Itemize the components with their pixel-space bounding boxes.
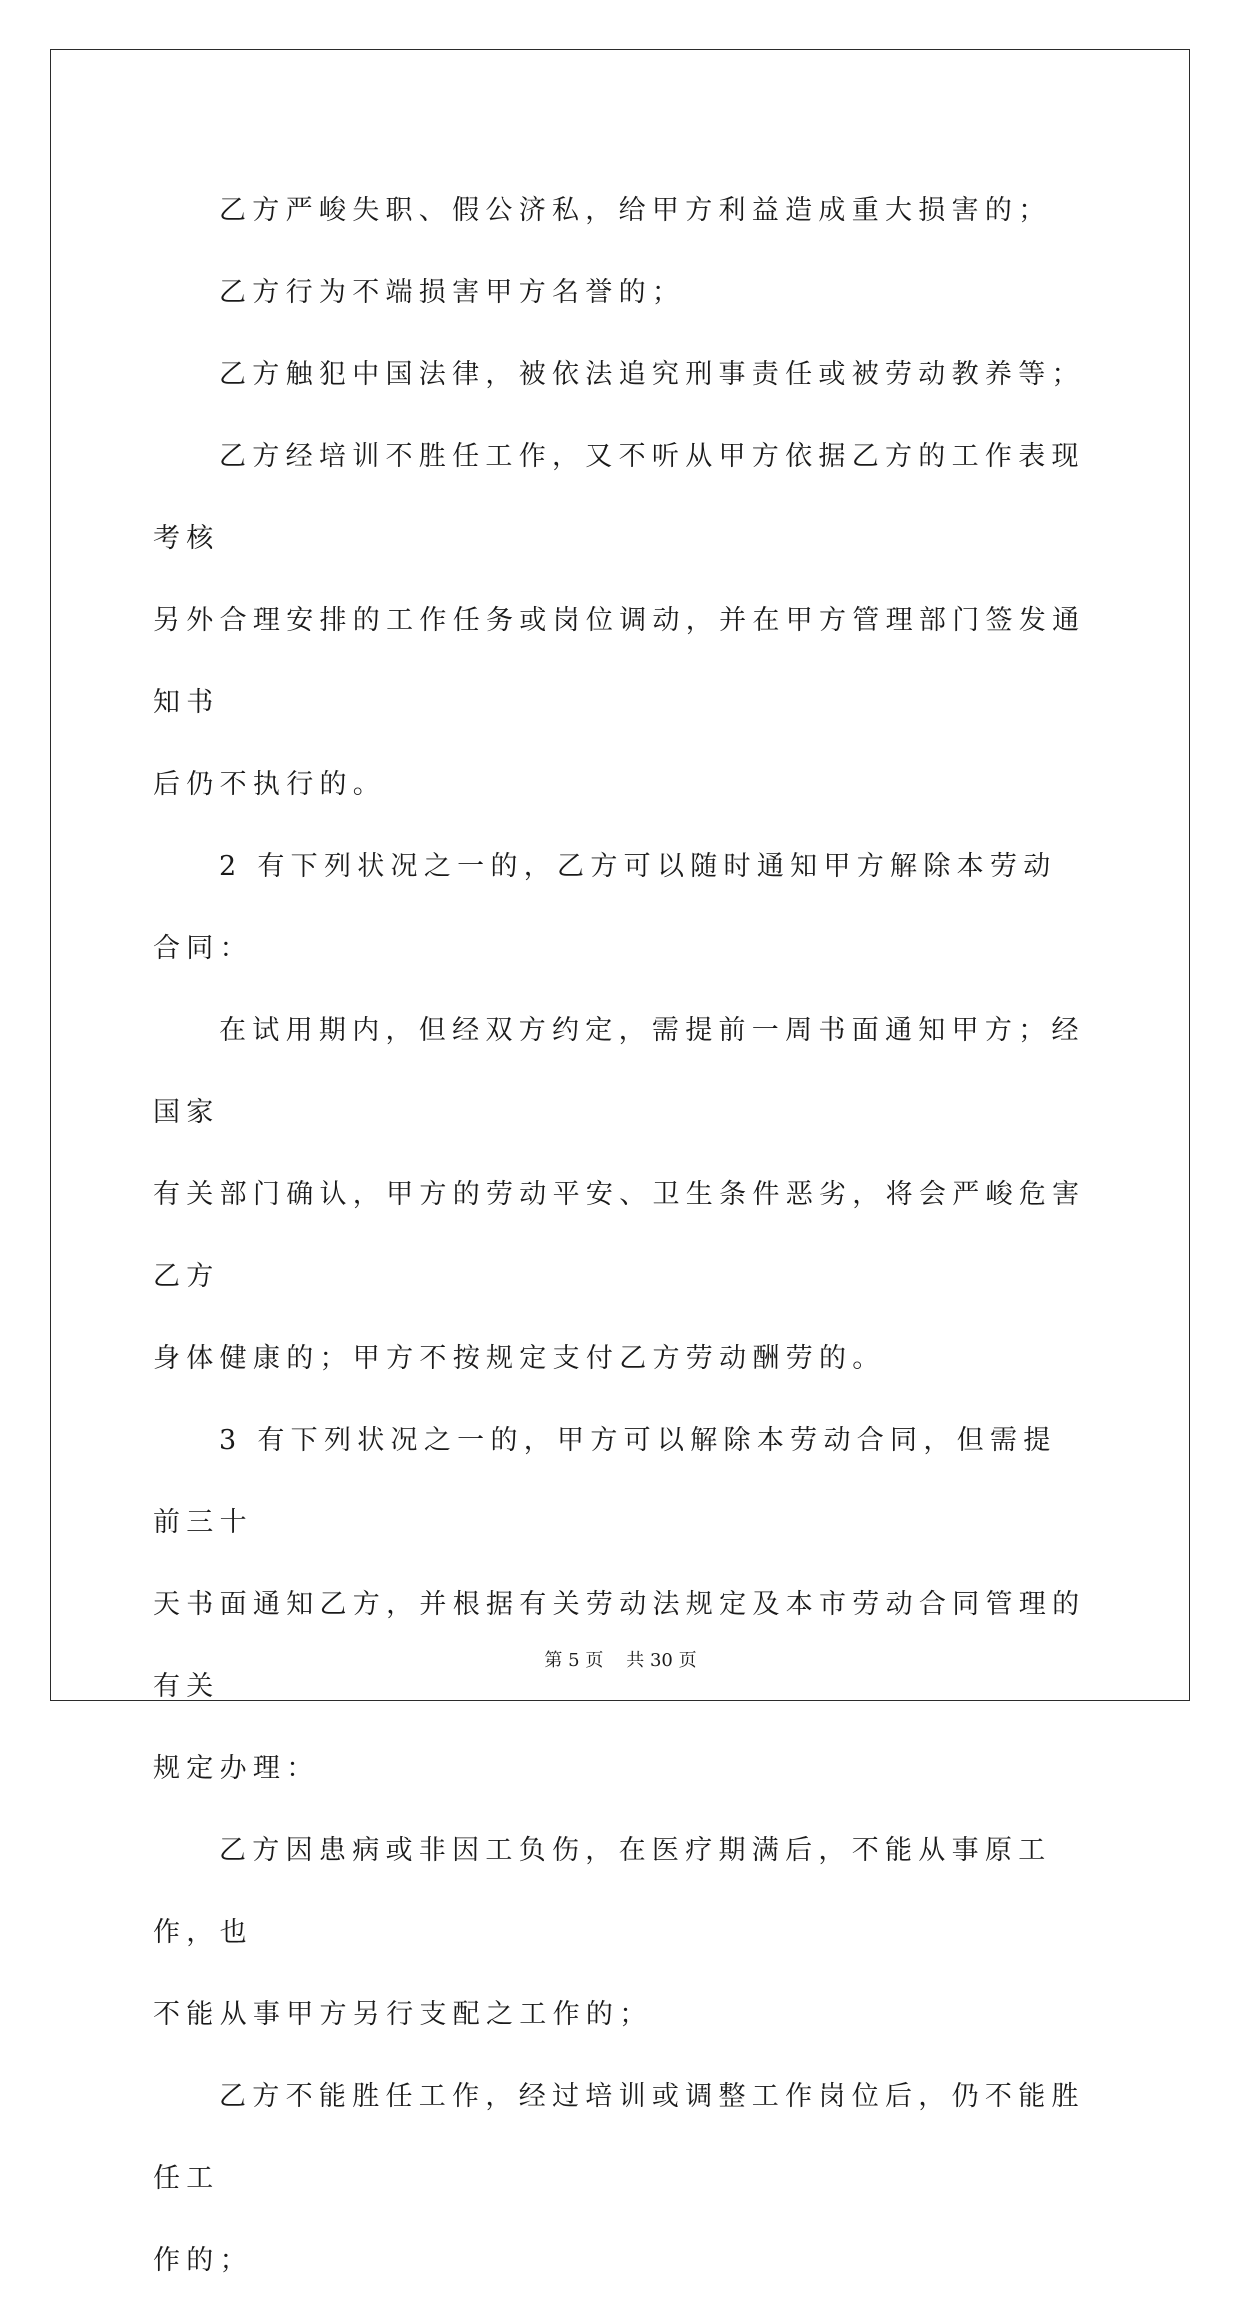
page-number: 第 5 页	[544, 1650, 604, 1671]
line-11: 3 有下列状况之一的，甲方可以解除本劳动合同，但需提前三十	[153, 1425, 1057, 1538]
page-footer	[0, 1650, 1241, 1672]
line-15: 不能从事甲方另行支配之工作的；	[153, 1999, 653, 2030]
line-5: 另外合理安排的工作任务或岗位调动，并在甲方管理部门签发通知书	[153, 605, 1086, 718]
line-7: 2 有下列状况之一的，乙方可以随时通知甲方解除本劳动合同：	[153, 851, 1057, 964]
line-2: 乙方行为不端损害甲方名誉的；	[219, 277, 686, 308]
line-3: 乙方触犯中国法律，被依法追究刑事责任或被劳动教养等；	[219, 359, 1085, 390]
document-body	[153, 170, 1088, 2302]
line-9: 有关部门确认，甲方的劳动平安、卫生条件恶劣，将会严峻危害乙方	[153, 1179, 1086, 1292]
line-10: 身体健康的；甲方不按规定支付乙方劳动酬劳的。	[153, 1343, 886, 1374]
line-13: 规定办理：	[153, 1753, 320, 1784]
line-4: 乙方经培训不胜任工作，又不听从甲方依据乙方的工作表现考核	[153, 441, 1085, 554]
line-6: 后仍不执行的。	[153, 769, 387, 800]
line-12: 天书面通知乙方，并根据有关劳动法规定及本市劳动合同管理的有关	[153, 1589, 1086, 1702]
line-17: 作的；	[153, 2245, 253, 2276]
page-total: 共 30 页	[626, 1650, 697, 1671]
line-16: 乙方不能胜任工作，经过培训或调整工作岗位后，仍不能胜任工	[153, 2081, 1085, 2194]
line-14: 乙方因患病或非因工负伤，在医疗期满后，不能从事原工作，也	[153, 1835, 1052, 1948]
line-8: 在试用期内，但经双方约定，需提前一周书面通知甲方；经国家	[153, 1015, 1085, 1128]
line-1: 乙方严峻失职、假公济私，给甲方利益造成重大损害的；	[219, 195, 1052, 226]
